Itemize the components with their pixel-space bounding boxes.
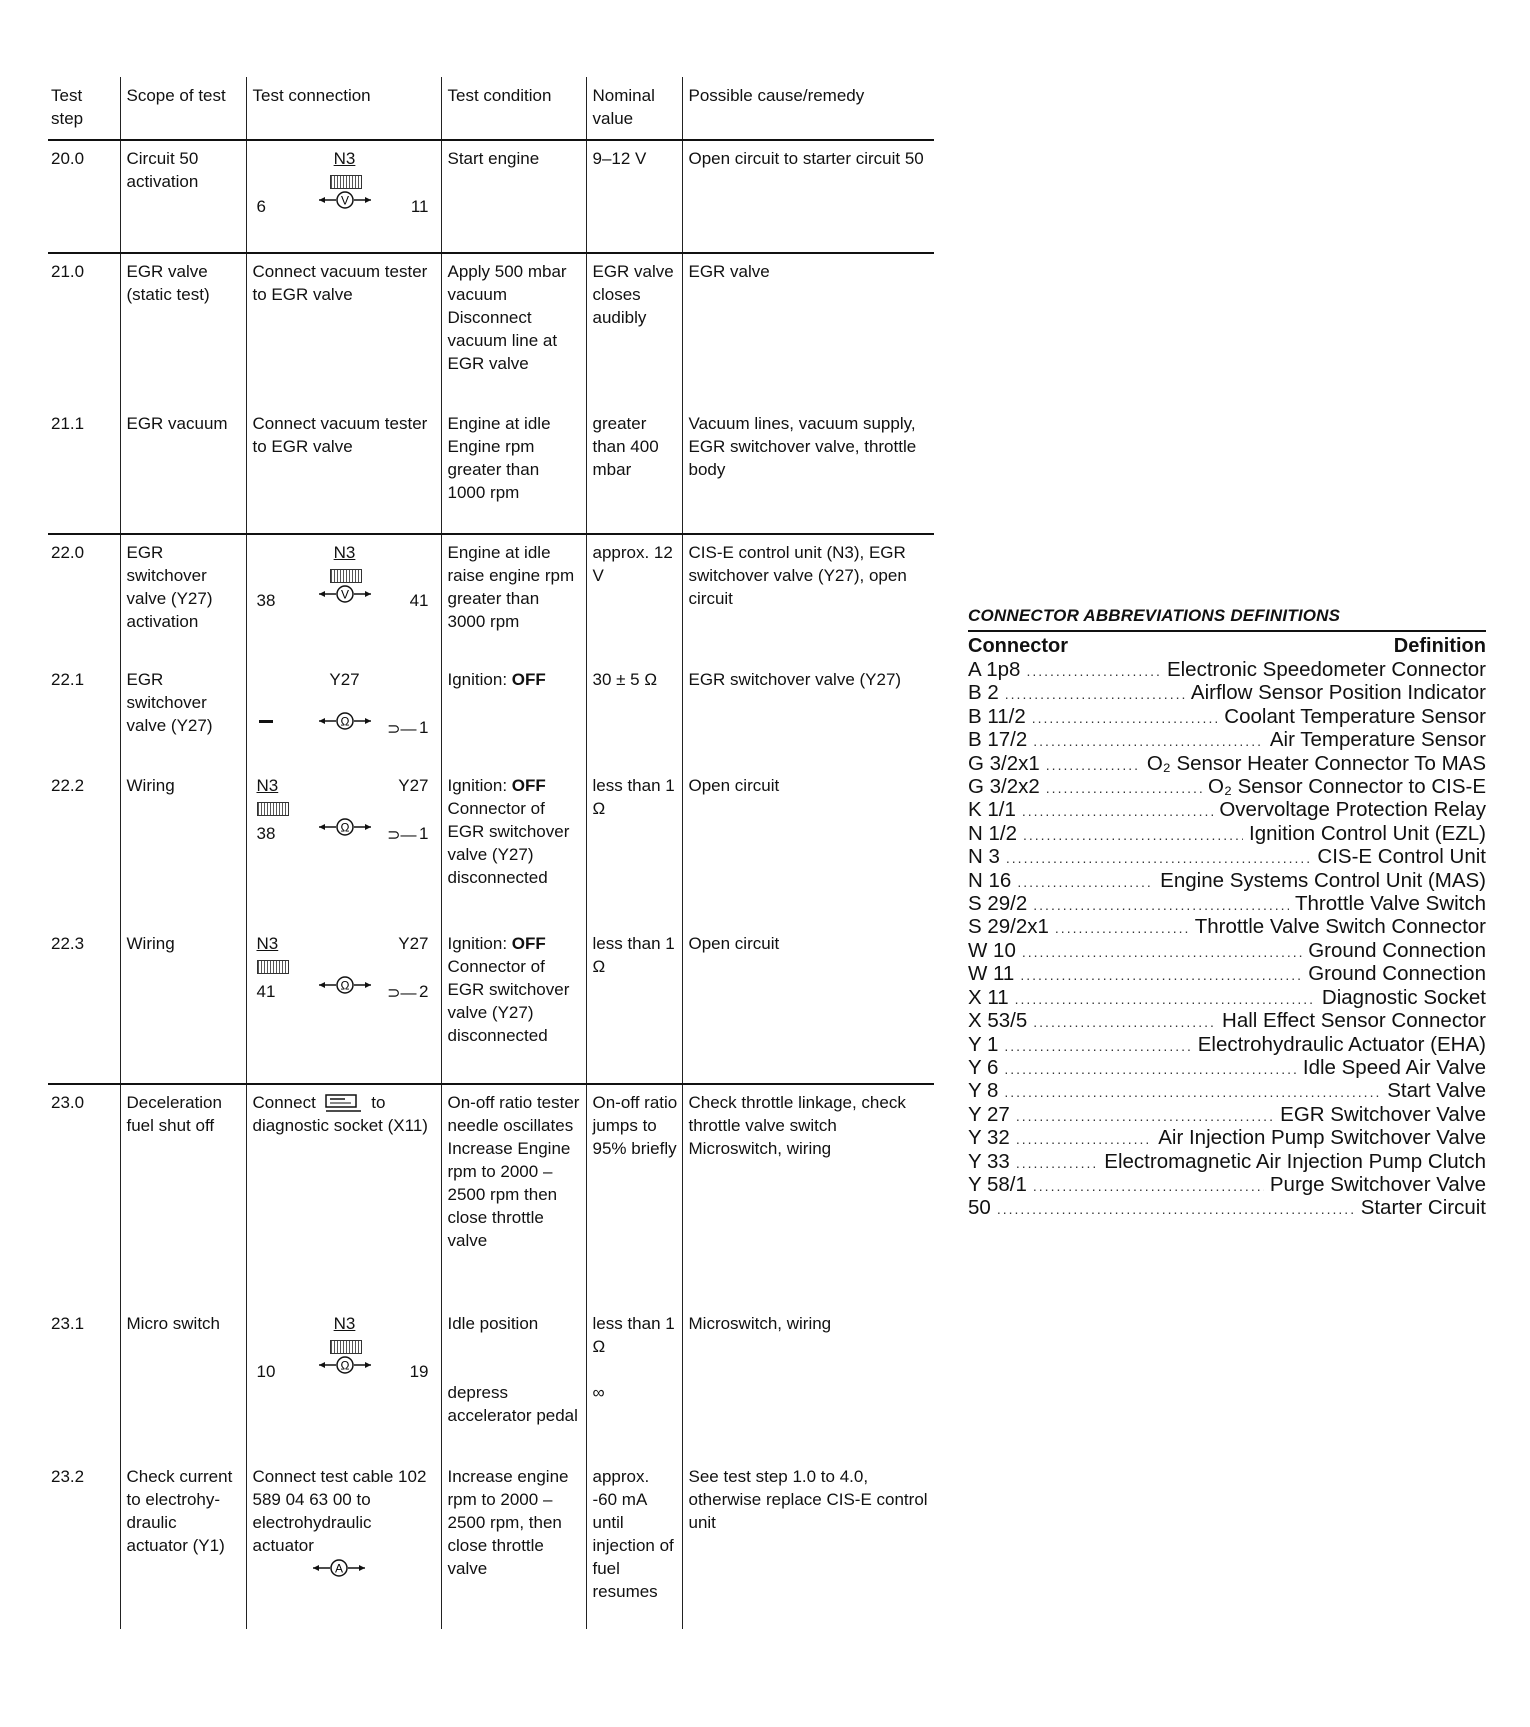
connector-definition: Throttle Valve Switch [1294, 892, 1486, 916]
connector-definition: Starter Circuit [1360, 1196, 1486, 1220]
scope-cell: Micro switch [120, 1306, 246, 1459]
connector-definition: Start Valve [1387, 1079, 1486, 1103]
connector-definition: Ignition Control Unit (EZL) [1249, 821, 1486, 845]
scope-cell: Deceleration fuel shut off [120, 1084, 246, 1306]
nominal-cell: less than 1 Ω [586, 926, 682, 1084]
connector-definition: Airflow Sensor Position Indicator [1190, 681, 1486, 705]
header-test-connection: Test connection [246, 77, 441, 140]
list-item [968, 823, 1486, 846]
dot-leader [1046, 777, 1202, 799]
table-row [48, 768, 934, 926]
meter-symbol: Ω [340, 820, 349, 835]
connection-diagram [253, 932, 437, 1012]
lead-icon [259, 720, 273, 723]
list-item [968, 706, 1486, 729]
connector-code: Y 58/1 [968, 1172, 1027, 1196]
unit-label: N3 [333, 543, 356, 562]
pin-a: 38 [256, 591, 276, 610]
step-number: 23.2 [51, 1467, 85, 1486]
meter-symbol: V [340, 193, 349, 208]
pin-a: 6 [256, 197, 266, 216]
connector-definition: Purge Switchover Valve [1269, 1172, 1486, 1196]
nominal-cell: 30 ± 5 Ω [586, 662, 682, 768]
cause-cell: Vacuum lines, vacuum supply, EGR switchover valve, throttle body [682, 406, 934, 534]
dot-leader [1033, 894, 1289, 916]
connect-label: Connect [252, 1093, 316, 1112]
pin-b: 19 [409, 1362, 429, 1381]
scope-cell: EGR vacuum [120, 406, 246, 534]
voltmeter-icon [319, 191, 371, 209]
table-row [48, 926, 934, 1084]
dot-leader [1016, 1105, 1274, 1127]
condition-bold: OFF [511, 670, 546, 689]
dot-leader [1017, 871, 1154, 893]
list-item [968, 916, 1486, 939]
header-test-step: Test step [48, 77, 120, 140]
nominal-cell [586, 1306, 682, 1459]
connector-code: Y 1 [968, 1032, 999, 1056]
step-number: 22.2 [51, 776, 85, 795]
connection-cell [246, 1459, 441, 1629]
list-item [968, 659, 1486, 682]
connector-definition: Engine Systems Control Unit (MAS) [1160, 868, 1486, 892]
connector-code: S 29/2x1 [968, 915, 1049, 939]
list-item [968, 1057, 1486, 1080]
step-number: 22.1 [51, 670, 85, 689]
ammeter-icon [313, 1559, 365, 1577]
connector-code: Y 6 [968, 1055, 999, 1079]
table-row [48, 534, 934, 662]
list-item [968, 963, 1486, 986]
step-number: 23.1 [51, 1314, 85, 1333]
table-header [48, 77, 934, 140]
connector-code: S 29/2 [968, 892, 1028, 916]
connector-definition: O₂ Sensor Heater Connector To MAS [1146, 751, 1486, 775]
cause-cell: Check throttle linkage, check throttle valve switch Microswitch, wiring [682, 1084, 934, 1306]
dot-leader [1015, 988, 1316, 1010]
list-item [968, 987, 1486, 1010]
connector-definition: Hall Effect Sensor Connector [1222, 1009, 1486, 1033]
meter-symbol: Ω [340, 1358, 349, 1373]
connector-abbreviations-panel [968, 606, 1486, 1221]
unit-label: Y27 [329, 670, 360, 689]
condition-cell: Start engine [441, 140, 586, 253]
connection-diagram [253, 541, 437, 621]
dot-leader [997, 1198, 1355, 1220]
connector-code: G 3/2x2 [968, 775, 1040, 799]
connector-definition: Air Temperature Sensor [1269, 728, 1486, 752]
condition-bold: OFF [511, 776, 546, 795]
ohmmeter-icon [319, 1356, 371, 1374]
unit-label: N3 [256, 776, 279, 795]
ohmmeter-icon [319, 976, 371, 994]
connector-code: B 11/2 [968, 704, 1026, 728]
meter-symbol: A [334, 1561, 343, 1576]
unit-label: N3 [333, 1314, 356, 1333]
dot-leader [1033, 1175, 1264, 1197]
nominal-cell: greater than 400 mbar [586, 406, 682, 534]
cause-cell: Open circuit [682, 926, 934, 1084]
connection-diagram [253, 774, 437, 854]
scope-cell: EGR switchover valve (Y27) activation [120, 534, 246, 662]
condition-cell: On-off ratio tester needle oscillates Increase Engine rpm to 2000 – 2500 rpm then close throttle valve [441, 1084, 586, 1306]
meter-symbol: Ω [340, 714, 349, 729]
condition-label: Ignition: [447, 776, 512, 795]
list-item [968, 1080, 1486, 1103]
connection-cell [246, 1084, 441, 1306]
connection-cell: Connect vacuum tester to EGR valve [246, 406, 441, 534]
nominal-cell: approx. -60 mA until injection of fuel resumes [586, 1459, 682, 1629]
connector-definition: Ground Connection [1308, 938, 1486, 962]
meter-symbol: V [340, 587, 349, 602]
dot-leader [1033, 730, 1264, 752]
list-item [968, 1127, 1486, 1150]
cause-cell: Microswitch, wiring [682, 1306, 934, 1459]
list-item [968, 1034, 1486, 1057]
dot-leader [1016, 1152, 1098, 1174]
dot-leader [1004, 1058, 1296, 1080]
connection-cell [246, 926, 441, 1084]
connector-definition: Electromagnetic Air Injection Pump Clutch [1104, 1149, 1486, 1173]
connector-code: W 10 [968, 938, 1016, 962]
connector-code: B 2 [968, 681, 999, 705]
connector-definition: Electrohydraulic Actuator (EHA) [1197, 1032, 1486, 1056]
dot-leader [1023, 824, 1243, 846]
dot-leader [1026, 660, 1160, 682]
connector-code: N 16 [968, 868, 1012, 892]
connection-cell [246, 140, 441, 253]
list-item [968, 1197, 1486, 1220]
cause-cell: Open circuit to starter circuit 50 [682, 140, 934, 253]
connector-code: B 17/2 [968, 728, 1028, 752]
connector-code: Y 32 [968, 1126, 1010, 1150]
condition-bold: OFF [511, 934, 546, 953]
pin-a: 10 [256, 1362, 276, 1381]
list-item [968, 1174, 1486, 1197]
connector-code: N 3 [968, 845, 1000, 869]
dot-leader [1005, 683, 1185, 705]
table-row [48, 1084, 934, 1306]
scope-cell: Circuit 50 activation [120, 140, 246, 253]
pin-b: 2 [419, 982, 429, 1001]
connection-diagram [253, 147, 437, 227]
definition-column-header: Definition [1393, 635, 1486, 657]
nominal-b: ∞ [592, 1383, 605, 1402]
scope-cell: Wiring [120, 926, 246, 1084]
connector-column-header: Connector [968, 635, 1068, 657]
connector-definition: Overvoltage Protection Relay [1219, 798, 1486, 822]
condition-cell: Engine at idle Engine rpm greater than 1000 rpm [441, 406, 586, 534]
list-item [968, 940, 1486, 963]
dot-leader [1004, 1081, 1381, 1103]
dot-leader [1033, 1011, 1216, 1033]
header-possible-cause: Possible cause/remedy [682, 77, 934, 140]
step-number: 22.0 [48, 534, 120, 662]
plug-connector-icon: ⊃— [387, 985, 417, 1002]
dot-leader [1016, 1128, 1152, 1150]
nominal-cell: approx. 12 V [586, 534, 682, 662]
voltmeter-icon [319, 585, 371, 603]
connector-definition: CIS-E Control Unit [1317, 845, 1486, 869]
table-row [48, 406, 934, 534]
dot-leader [1004, 1035, 1191, 1057]
connector-icon [330, 569, 362, 583]
condition-cell: Increase engine rpm to 2000 – 2500 rpm, then close throttle valve [441, 1459, 586, 1629]
list-item [968, 1010, 1486, 1033]
connection-cell: Connect vacuum tester to EGR valve [246, 253, 441, 406]
cause-cell: CIS-E control unit (N3), EGR switchover valve (Y27), open circuit [682, 534, 934, 662]
connector-icon [330, 1340, 362, 1354]
connector-code: X 11 [968, 985, 1009, 1009]
condition-detail: Connector of EGR switchover valve (Y27) disconnected [447, 957, 570, 1045]
pin-b: 11 [410, 197, 429, 216]
table-row [48, 253, 934, 406]
connector-definition: O₂ Sensor Connector to CIS-E [1208, 775, 1486, 799]
connector-definition: Coolant Temperature Sensor [1224, 704, 1486, 728]
connection-cell [246, 1306, 441, 1459]
condition-detail: Connector of EGR switchover valve (Y27) disconnected [447, 799, 570, 887]
condition-cell [441, 768, 586, 926]
list-item [968, 799, 1486, 822]
condition-b: depress accelerator pedal [447, 1383, 578, 1425]
ohmmeter-icon [319, 818, 371, 836]
connector-code: X 53/5 [968, 1009, 1028, 1033]
pin-b: 1 [419, 824, 429, 843]
scope-cell: Wiring [120, 768, 246, 926]
connection-cell [246, 662, 441, 768]
list-item [968, 682, 1486, 705]
connector-code: A 1p8 [968, 658, 1021, 681]
nominal-a: less than 1 Ω [592, 1314, 675, 1356]
list-item [968, 729, 1486, 752]
connector-definition: EGR Switchover Valve [1280, 1102, 1486, 1126]
connection-cell [246, 768, 441, 926]
dot-leader [1020, 964, 1302, 986]
condition-cell: Engine at idle raise engine rpm greater than 3000 rpm [441, 534, 586, 662]
unit-b-label: Y27 [398, 934, 429, 953]
nominal-cell: less than 1 Ω [586, 768, 682, 926]
connector-code: N 1/2 [968, 821, 1017, 845]
connection-diagram [253, 1312, 437, 1392]
scope-cell: EGR valve (static test) [120, 253, 246, 406]
table-row [48, 1306, 934, 1459]
connector-definition: Throttle Valve Switch Connector [1194, 915, 1486, 939]
connection-diagram [253, 668, 437, 748]
unit-label: N3 [256, 934, 279, 953]
nominal-cell: EGR valve closes audibly [586, 253, 682, 406]
dot-leader [1022, 800, 1213, 822]
list-item [968, 870, 1486, 893]
connector-definition: Electronic Speedometer Connector [1166, 658, 1486, 681]
abbreviations-title: CONNECTOR ABBREVIATIONS DEFINITIONS [968, 606, 1341, 625]
header-scope: Scope of test [120, 77, 246, 140]
condition-a: Idle position [447, 1314, 539, 1333]
connector-definition: Diagnostic Socket [1321, 985, 1486, 1009]
list-item [968, 1104, 1486, 1127]
connect-target: to diagnostic socket (X11) [252, 1093, 428, 1135]
connector-definition: Ground Connection [1308, 962, 1486, 986]
step-number: 20.0 [51, 149, 85, 168]
nominal-cell: 9–12 V [586, 140, 682, 253]
condition-cell [441, 662, 586, 768]
cause-cell: See test step 1.0 to 4.0, otherwise replace CIS-E control unit [682, 1459, 934, 1629]
nominal-cell: On-off ratio jumps to 95% briefly [586, 1084, 682, 1306]
step-number: 21.1 [51, 414, 85, 433]
step-number: 22.3 [51, 934, 85, 953]
condition-cell: Apply 500 mbar vacuum Disconnect vacuum line at EGR valve [441, 253, 586, 406]
pin-a: 41 [256, 982, 276, 1001]
connector-code: G 3/2x1 [968, 751, 1040, 775]
dot-leader [1055, 917, 1189, 939]
plug-connector-icon: ⊃— [387, 721, 417, 738]
list-item [968, 893, 1486, 916]
list-item [968, 1151, 1486, 1174]
connector-icon [257, 802, 289, 816]
pin-a: 38 [256, 824, 276, 843]
meter-symbol: Ω [340, 978, 349, 993]
connector-code: Y 8 [968, 1079, 999, 1103]
cause-cell: Open circuit [682, 768, 934, 926]
header-nominal-value: Nominal value [586, 77, 682, 140]
connector-icon [257, 960, 289, 974]
scope-cell: Check current to electrohy- draulic actuator (Y1) [120, 1459, 246, 1629]
condition-label: Ignition: [447, 934, 512, 953]
abbreviations-list [968, 659, 1486, 1221]
connection-cell [246, 534, 441, 662]
dot-leader [1032, 707, 1219, 729]
connector-definition: Air Injection Pump Switchover Valve [1158, 1126, 1486, 1150]
unit-b-label: Y27 [398, 776, 429, 795]
ohmmeter-icon [319, 712, 371, 730]
header-test-condition: Test condition [441, 77, 586, 140]
connector-icon [330, 175, 362, 189]
on-off-ratio-tester-icon [325, 1094, 363, 1114]
pin-b: 1 [419, 718, 429, 737]
unit-label: N3 [333, 149, 356, 168]
connection-text: Connect test cable 102 589 04 63 00 to electrohydraulic actuator [252, 1467, 427, 1555]
table-row [48, 662, 934, 768]
list-item [968, 776, 1486, 799]
step-number: 23.0 [48, 1084, 120, 1306]
list-item [968, 846, 1486, 869]
connector-code: Y 33 [968, 1149, 1010, 1173]
condition-cell [441, 1306, 586, 1459]
cause-cell: EGR switchover valve (Y27) [682, 662, 934, 768]
condition-label: Ignition: [447, 670, 512, 689]
connector-code: 50 [968, 1196, 991, 1220]
condition-cell [441, 926, 586, 1084]
dot-leader [1006, 847, 1311, 869]
connector-code: K 1/1 [968, 798, 1016, 822]
dot-leader [1022, 941, 1302, 963]
connector-code: Y 27 [968, 1102, 1010, 1126]
connector-definition: Idle Speed Air Valve [1302, 1055, 1486, 1079]
cause-cell: EGR valve [682, 253, 934, 406]
abbreviations-header [968, 630, 1486, 659]
connector-code: W 11 [968, 962, 1015, 986]
pin-b: 41 [409, 591, 429, 610]
plug-connector-icon: ⊃— [387, 827, 417, 844]
scope-cell: EGR switchover valve (Y27) [120, 662, 246, 768]
test-procedure-table [48, 77, 934, 1629]
table-row [48, 140, 934, 253]
list-item [968, 753, 1486, 776]
table-row [48, 1459, 934, 1629]
step-number: 21.0 [48, 253, 120, 406]
dot-leader [1046, 754, 1141, 776]
